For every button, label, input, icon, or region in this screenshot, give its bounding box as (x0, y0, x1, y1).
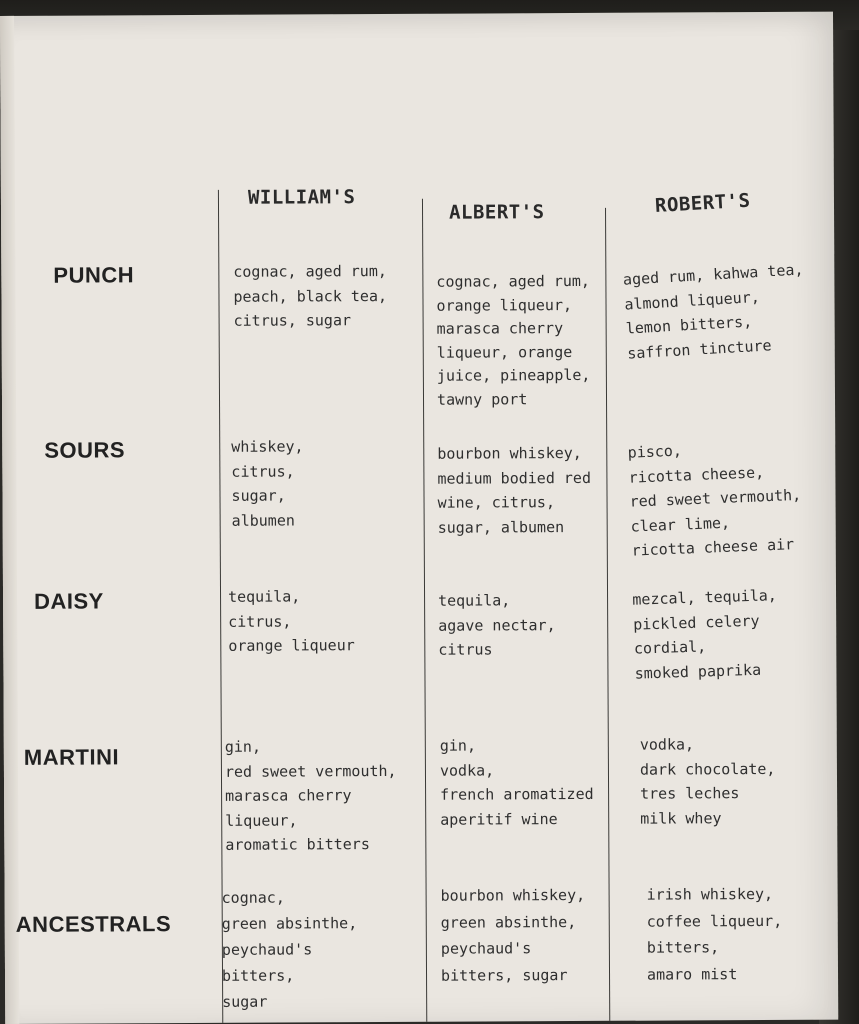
ingredient-line: pisco, (627, 441, 683, 462)
menu-page (0, 12, 838, 1024)
ingredient-line: saffron tincture (626, 335, 773, 363)
ingredient-line: cognac, aged rum, (436, 271, 590, 291)
cell-sours-williams (231, 434, 304, 532)
ingredient-line: sugar, albumen (437, 517, 565, 537)
ingredient-line: vodka, (639, 735, 695, 754)
ingredient-line: bitters, sugar (440, 965, 568, 985)
ingredient-line: liqueur, orange (436, 342, 573, 362)
column-header-williams: WILLIAM'S (247, 186, 356, 209)
ingredient-line: peychaud's (440, 939, 532, 958)
ingredient-line: green absinthe, (440, 912, 577, 932)
ingredient-line: whiskey, (231, 437, 304, 456)
ingredient-line: pickled celery (632, 611, 760, 634)
ingredient-line: red sweet vermouth, (629, 485, 802, 511)
ingredient-line: red sweet vermouth, (224, 761, 397, 781)
page-edge (0, 16, 19, 1024)
ingredient-line: wine, citrus, (437, 493, 556, 512)
ingredient-line: tres leches (640, 784, 740, 803)
ingredient-line: bourbon whiskey, (437, 443, 582, 463)
row-header-punch: PUNCH (53, 262, 135, 288)
ingredient-line: ricotta cheese, (628, 462, 765, 487)
row-header-daisy: DAISY (33, 588, 104, 614)
ingredient-line: tequila, (227, 587, 301, 606)
ingredient-line: agave nectar, (438, 615, 556, 635)
cell-ancestrals-roberts (647, 881, 783, 988)
row-header-martini: MARTINI (23, 744, 120, 770)
column-divider-2 (422, 199, 427, 1022)
ingredient-line: smoked paprika (634, 660, 762, 683)
ingredient-line: ricotta cheese air (631, 535, 795, 560)
ingredient-line: sugar, (231, 486, 286, 505)
cell-daisy-roberts (632, 583, 780, 685)
ingredient-line: cognac, (221, 888, 285, 907)
ingredient-line: bitters, (646, 938, 720, 957)
cell-ancestrals-williams (222, 884, 358, 1015)
cell-daisy-alberts (438, 588, 556, 662)
ingredient-line: orange liqueur (228, 636, 355, 655)
ingredient-line: gin, (224, 737, 262, 756)
cell-martini-roberts (640, 732, 776, 831)
ingredient-line: almond liqueur, (623, 287, 761, 314)
column-divider-3 (605, 208, 610, 1021)
ingredient-line: mezcal, tequila, (632, 586, 778, 609)
ingredient-line: tawny port (436, 389, 528, 409)
cell-martini-alberts (440, 733, 594, 832)
cell-sours-roberts (627, 434, 803, 563)
ingredient-line: peychaud's (221, 940, 313, 959)
ingredient-line: sugar (222, 992, 268, 1011)
ingredient-line: citrus, sugar (233, 311, 352, 330)
ingredient-line: medium bodied red (437, 468, 592, 488)
ingredient-line: aperitif wine (440, 809, 558, 829)
ingredient-line: marasca cherry (225, 786, 352, 805)
ingredient-line: amaro mist (646, 964, 738, 984)
column-header-roberts: ROBERT'S (654, 189, 752, 218)
row-header-ancestrals: ANCESTRALS (15, 911, 172, 937)
ingredient-line: aged rum, kahwa tea, (622, 260, 804, 289)
ingredient-line: citrus, (231, 461, 295, 481)
ingredient-line: dark chocolate, (639, 759, 776, 779)
column-header-alberts: ALBERT'S (448, 201, 545, 224)
cell-daisy-williams (228, 584, 355, 658)
ingredient-line: french aromatized (440, 784, 594, 804)
ingredient-line: cordial, (633, 637, 707, 658)
ingredient-line: peach, black tea, (233, 286, 388, 306)
ingredient-line: clear lime, (630, 513, 731, 536)
row-header-sours: SOURS (44, 437, 126, 463)
ingredient-line: bitters, (221, 966, 295, 985)
ingredient-line: citrus (438, 640, 493, 659)
ingredient-line: coffee liqueur, (646, 911, 783, 931)
ingredient-line: green absinthe, (221, 914, 358, 933)
ingredient-line: milk whey (640, 808, 722, 828)
ingredient-line: gin, (439, 736, 476, 755)
ingredient-line: marasca cherry (436, 319, 564, 338)
ingredient-line: cognac, aged rum, (233, 261, 387, 281)
cell-ancestrals-alberts (441, 882, 586, 989)
ingredient-line: lemon bitters, (625, 312, 753, 338)
ingredient-line: tequila, (438, 591, 511, 610)
ingredient-line: orange liqueur, (436, 295, 573, 315)
ingredient-line: albumen (231, 510, 295, 530)
cell-punch-alberts (436, 270, 590, 412)
cell-punch-williams (233, 259, 387, 333)
ingredient-line: irish whiskey, (646, 884, 774, 904)
cell-sours-alberts (437, 441, 591, 540)
ingredient-line: juice, pineapple, (436, 365, 591, 385)
ingredient-line: bourbon whiskey, (440, 885, 586, 905)
cell-punch-roberts (622, 257, 808, 365)
ingredient-line: citrus, (228, 611, 292, 631)
ingredient-line: vodka, (439, 760, 495, 780)
ingredient-line: aromatic bitters (225, 835, 370, 854)
ingredient-line: liqueur, (225, 810, 298, 830)
cell-martini-williams (225, 734, 397, 857)
